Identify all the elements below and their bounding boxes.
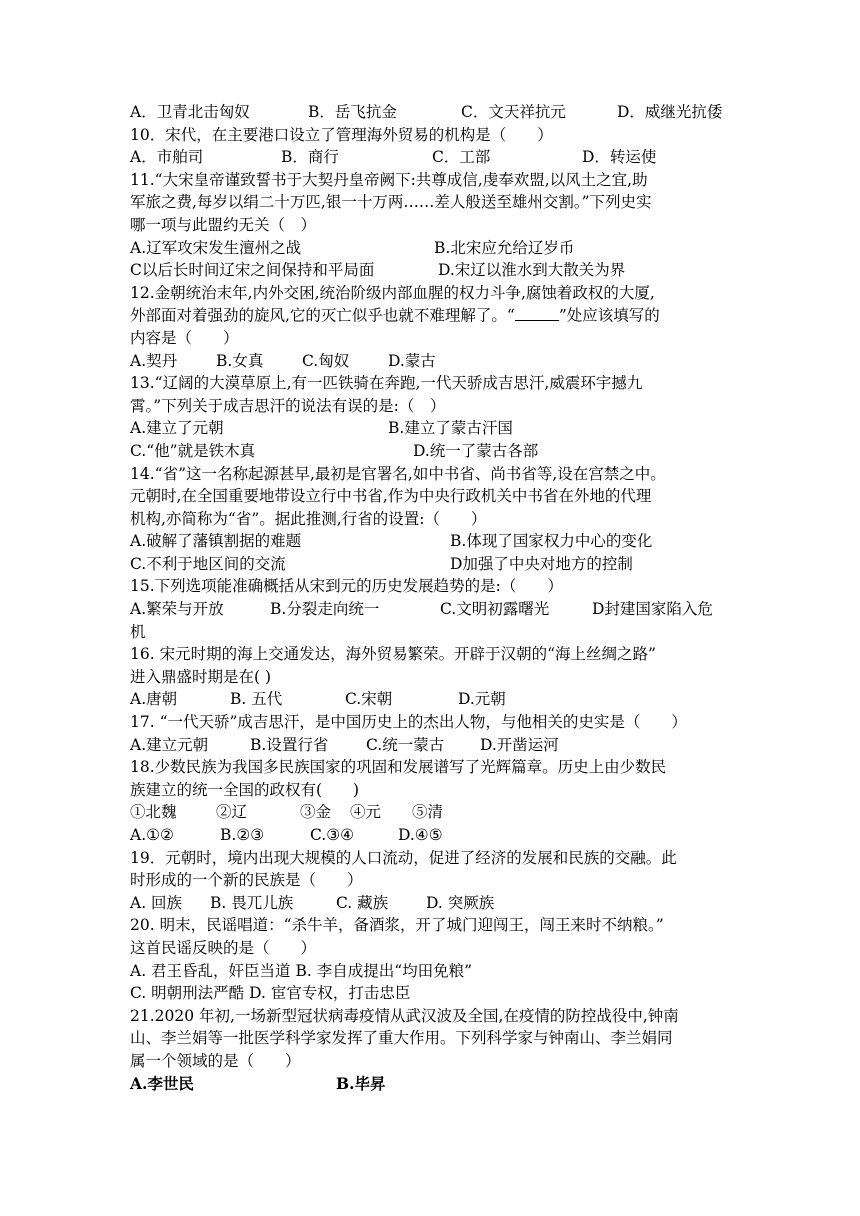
q18-choice-2: ②辽 (216, 803, 248, 822)
q21-stem-line: 属一个领域的是（ ） (130, 1051, 301, 1070)
q18-choice-1: ①北魏 (130, 803, 177, 822)
q12-option-d: D.蒙古 (388, 351, 436, 370)
q9-option-c: C．文天祥抗元 (461, 103, 566, 121)
q16-option-b: B. 五代 (230, 690, 283, 709)
q17-option-c: C.统一蒙古 (366, 735, 445, 754)
q14-option-b: B.体现了国家权力中心的变化 (450, 532, 653, 551)
q14-option-a: A.破解了藩镇割据的难题 (130, 532, 302, 551)
q14-option-c: C.不利于地区间的交流 (130, 554, 286, 573)
q18-choice-3: ③金 (300, 803, 332, 822)
q12-stem-line: 12.金朝统治末年,内外交困,统治阶级内部血腥的权力斗争,腐蚀着政权的大厦, (130, 283, 655, 302)
q13-options-row (130, 417, 740, 440)
q14-options-row (130, 553, 740, 576)
q16-option-c: C.宋朝 (345, 690, 393, 709)
q17-option-d: D.开凿运河 (480, 735, 559, 754)
q10-options (130, 146, 740, 169)
q18-choice-5: ⑤清 (412, 803, 444, 822)
q12-stem-line: 内容是（ ） (130, 328, 239, 347)
q10-option-b: B．商行 (281, 148, 339, 167)
q11-option-b: B.北宋应允给辽岁币 (434, 238, 575, 257)
q17-options (130, 734, 740, 757)
q17-stem: 17. “一代天骄”成吉思汗，是中国历史上的杰出人物，与他相关的史实是（ ） (130, 713, 687, 732)
q16-option-a: A.唐朝 (130, 690, 178, 709)
q11-option-c: C以后长时间辽宋之间保持和平局面 (130, 261, 375, 280)
q14-stem-line: 元朝时,在全国重要地带设立行中书省,作为中央行政机关中书省在外地的代理 (130, 487, 652, 506)
q19-option-b: B. 畏兀儿族 (210, 893, 294, 912)
q11-stem-line: 军旅之费,每岁以绢二十万匹,银一十万两……差人般送至雄州交割。”下列史实 (130, 193, 652, 212)
q17-option-a: A.建立元朝 (130, 735, 209, 754)
q19-option-a: A. 回族 (130, 893, 183, 912)
q21-options (130, 1073, 740, 1096)
q18-option-c: C.③④ (310, 826, 355, 844)
q19-option-d: D. 突厥族 (426, 893, 495, 912)
q15-option-c: C.文明初露曙光 (440, 600, 550, 619)
q10-option-d: D．转运使 (582, 148, 657, 167)
q20-options-row: A. 君王昏乱，奸臣当道 B. 李自成提出“均田免粮” (130, 961, 473, 980)
q16-options (130, 688, 740, 711)
q11-option-d: D.宋辽以淮水到大散关为界 (438, 261, 626, 280)
q13-options-row (130, 440, 740, 463)
q15-option-d: D封建国家陷入危 (592, 600, 713, 619)
q18-stem-line: 18.少数民族为我国多民族国家的巩固和发展谱写了光辉篇章。历史上由少数民 (130, 758, 667, 777)
q18-option-b: B.②③ (220, 826, 265, 844)
q14-stem-line: 14.“省”这一名称起源甚早,最初是官署名,如中书省、尚书省等,设在宫禁之中。 (130, 464, 666, 483)
q9-options (130, 101, 740, 124)
q20-stem-line: 20. 明末，民谣唱道：“杀牛羊，备酒浆，开了城门迎闯王，闯王来时不纳粮。” (130, 916, 664, 935)
q13-option-a: A.建立了元朝 (130, 419, 224, 438)
q11-stem-line: 哪一项与此盟约无关（ ） (130, 215, 317, 234)
q9-option-d: D．威继光抗倭 (617, 103, 723, 121)
q13-option-c: C.“他”就是铁木真 (130, 441, 256, 460)
q14-options-row (130, 530, 740, 553)
q18-choice-4: ④元 (350, 803, 382, 822)
q16-stem-line: 16. 宋元时期的海上交通发达，海外贸易繁荣。开辟于汉朝的“海上丝绸之路” (130, 645, 656, 664)
q13-stem-line: 霄。”下列关于成吉思汗的说法有误的是:（ ） (130, 396, 446, 415)
q15-stem: 15.下列选项能准确概括从宋到元的历史发展趋势的是:（ ） (130, 577, 563, 596)
q17-option-b: B.设置行省 (250, 735, 329, 754)
q21-option-b: B.毕昇 (336, 1073, 386, 1093)
question-list (130, 101, 740, 1095)
q12-stem-text: 外部面对着强劲的旋风,它的灭亡似乎也就不难理解了。“ (130, 306, 515, 325)
q11-options-row (130, 259, 740, 282)
q15-option-d-wrap: 机 (130, 622, 146, 641)
q19-stem-line: 时形成的一个新的民族是（ ） (130, 871, 363, 890)
q21-stem-line: 21.2020 年初,一场新型冠状病毒疫情从武汉波及全国,在疫情的防控战役中,钟南 (130, 1006, 679, 1025)
q18-choices (130, 801, 740, 824)
q15-option-a: A.繁荣与开放 (130, 600, 224, 619)
q21-stem-line: 山、李兰娟等一批医学科学家发挥了重大作用。下列科学家与钟南山、李兰娟同 (130, 1029, 673, 1048)
q15-options (130, 598, 740, 621)
q18-option-d: D.④⑤ (398, 826, 443, 844)
q18-option-a: A.①② (130, 826, 174, 844)
q19-option-c: C. 藏族 (336, 893, 389, 912)
q12-options (130, 350, 740, 373)
q18-options (130, 824, 740, 847)
q11-option-a: A.辽军攻宋发生澶州之战 (130, 238, 302, 257)
q10-option-a: A．市舶司 (130, 148, 204, 167)
q13-option-d: D.统一了蒙古各部 (413, 441, 539, 460)
q20-stem-line: 这首民谣反映的是（ ） (130, 938, 317, 957)
q11-options-row (130, 237, 740, 260)
q12-option-b: B.女真 (216, 351, 264, 370)
q19-stem-line: 19．元朝时，境内出现大规模的人口流动，促进了经济的发展和民族的交融。此 (130, 848, 677, 867)
q16-stem-line: 进入鼎盛时期是在( ) (130, 667, 272, 686)
q20-options-row: C. 明朝刑法严酷 D. 宦官专权，打击忠臣 (130, 984, 411, 1003)
q11-stem-line: 11.“大宋皇帝谨致誓书于大契丹皇帝阙下:共尊成信,虔奉欢盟,以风土之宜,助 (130, 170, 648, 189)
q14-stem-line: 机构,亦简称为“省”。据此推测,行省的设置:（ ） (130, 509, 487, 528)
q12-stem-line (130, 304, 740, 327)
q10-stem: 10．宋代，在主要港口设立了管理海外贸易的机构是（ ） (130, 125, 553, 144)
q9-option-b: B．岳飞抗金 (308, 103, 397, 121)
q16-option-d: D.元朝 (458, 690, 506, 709)
q12-option-c: C.匈奴 (302, 351, 350, 370)
q15-option-b: B.分裂走向统一 (270, 600, 380, 619)
q12-answer-blank (515, 304, 559, 321)
q12-option-a: A.契丹 (130, 351, 178, 370)
q10-option-c: C．工部 (432, 148, 491, 167)
q13-option-b: B.建立了蒙古汗国 (388, 419, 513, 438)
q18-stem-line: 族建立的统一全国的政权有( ) (130, 780, 360, 799)
q19-options (130, 892, 740, 915)
q9-option-a: A．卫青北击匈奴 (130, 103, 250, 121)
q12-stem-text: ”处应该填写的 (558, 306, 660, 325)
q14-option-d: D加强了中央对地方的控制 (450, 554, 633, 573)
q21-option-a: A.李世民 (130, 1073, 194, 1093)
q13-stem-line: 13.“辽阔的大漠草原上,有一匹铁骑在奔跑,一代天骄成吉思汗,威震环宇撼九 (130, 374, 643, 393)
